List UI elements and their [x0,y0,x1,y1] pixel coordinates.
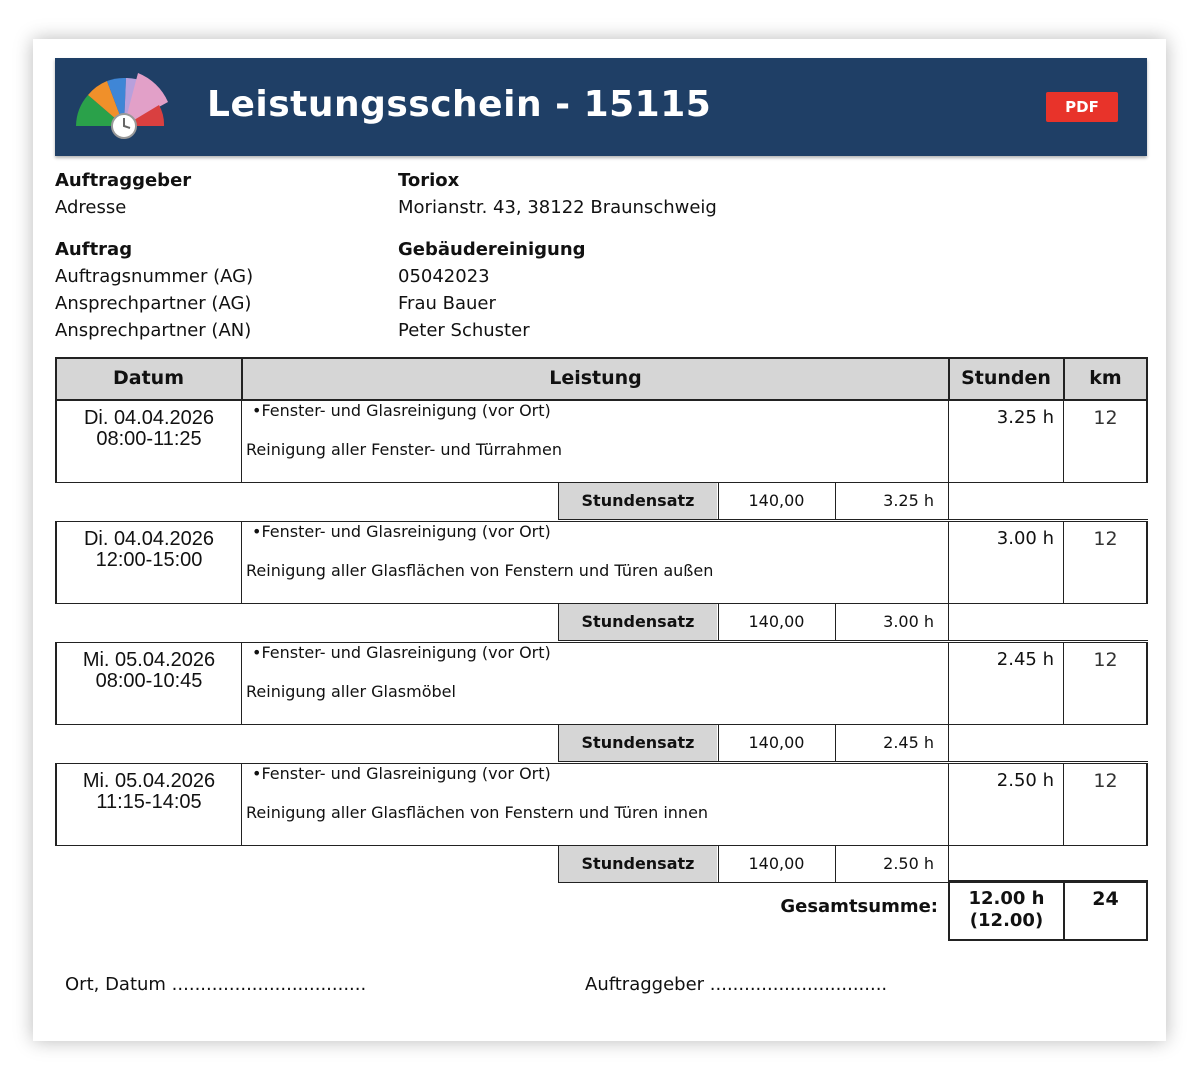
table-border [55,642,1148,643]
table-border [1146,357,1148,401]
table-border [558,519,1148,520]
table-border [55,763,1148,764]
table-border [55,357,1148,359]
client-value: Toriox [398,170,460,191]
entry-time: 08:00-11:25 [96,428,202,450]
rate-hours: 3.25 h [883,491,934,510]
table-border [948,400,949,483]
table-border [1063,521,1064,604]
table-border [55,357,57,401]
total-label: Gesamtsumme: [780,896,938,917]
table-border [558,845,559,883]
table-border [718,724,719,762]
header-leistung: Leistung [243,358,948,399]
table-border [241,521,242,604]
header-stunden: Stunden [949,358,1063,399]
table-border [835,845,836,883]
document-header [55,58,1147,156]
total-km: 24 [1092,888,1119,910]
table-border [241,763,242,846]
address-value: Morianstr. 43, 38122 Braunschweig [398,197,717,218]
table-border [241,642,242,725]
rate-value: 140,00 [748,491,805,510]
table-border [948,880,1148,882]
entry-time: 12:00-15:00 [95,549,203,571]
contact-an-label: Ansprechpartner (AN) [55,320,252,341]
rate-value: 140,00 [748,612,805,631]
rate-label: Stundensatz [559,846,717,882]
table-border [948,763,949,846]
entry-description: Reinigung aller Fenster- und Türrahmen [246,440,562,459]
table-border [948,603,949,641]
table-border [1063,357,1065,401]
table-border [948,642,949,725]
order-number-label: Auftragsnummer (AG) [55,266,254,287]
client-label: Auftraggeber [55,170,192,191]
entry-time: 11:15-14:05 [96,791,202,813]
entry-time: 08:00-10:45 [95,670,203,692]
entry-km: 12 [1093,770,1118,792]
header-km: km [1064,358,1147,399]
table-border [1063,763,1064,846]
table-border [558,882,1148,883]
table-border [948,521,949,604]
order-number-value: 05042023 [398,266,490,287]
entry-description: Reinigung aller Glasmöbel [246,682,456,701]
table-border [1063,642,1064,725]
total-hours-value: 12.00 h [968,888,1045,909]
rate-label: Stundensatz [559,483,717,519]
table-border [241,400,242,483]
page-title: Leistungsschein - 15115 [207,84,712,125]
table-border [1146,763,1148,846]
table-border [835,724,836,762]
table-border [1146,642,1148,725]
entry-service: •Fenster- und Glasreinigung (vor Ort) [252,764,551,783]
entry-km: 12 [1093,407,1118,429]
table-border [1146,521,1148,604]
entry-hours: 3.25 h [996,407,1054,428]
address-label: Adresse [55,197,127,218]
table-border [835,603,836,641]
rate-hours: 3.00 h [883,612,934,631]
rate-hours: 2.50 h [883,854,934,873]
contact-ag-label: Ansprechpartner (AG) [55,293,252,314]
rate-hours: 2.45 h [883,733,934,752]
table-border [718,845,719,883]
entry-service: •Fenster- und Glasreinigung (vor Ort) [252,401,551,420]
signature-client: Auftraggeber ............................... [585,974,888,995]
rate-label: Stundensatz [559,725,717,761]
table-border [558,761,1148,762]
entry-km: 12 [1093,528,1118,550]
entry-description: Reinigung aller Glasflächen von Fenstern und Türen innen [246,803,709,822]
gauge-clock-logo-icon [75,72,173,146]
entry-description: Reinigung aller Glasflächen von Fenstern und Türen außen [246,561,714,580]
table-border [558,640,1148,641]
order-label: Auftrag [55,239,133,260]
table-border [1063,400,1064,483]
entry-km: 12 [1093,649,1118,671]
table-border [55,521,1148,522]
table-border [948,724,949,762]
header-datum: Datum [55,358,242,399]
table-border [558,603,559,641]
table-border [948,845,949,883]
entry-service: •Fenster- und Glasreinigung (vor Ort) [252,522,551,541]
entry-date: Mi. 05.04.2026 [82,770,216,792]
entry-hours: 2.45 h [996,649,1054,670]
contact-an-value: Peter Schuster [398,320,530,341]
entry-date: Di. 04.04.2026 [83,528,215,550]
table-border [1146,400,1148,483]
contact-ag-value: Frau Bauer [398,293,496,314]
rate-label: Stundensatz [559,604,717,640]
entry-hours: 2.50 h [996,770,1054,791]
table-border [55,399,1148,401]
entry-date: Mi. 05.04.2026 [82,649,216,671]
total-hours [949,888,1064,932]
table-border [948,357,950,401]
rate-value: 140,00 [748,854,805,873]
table-border [835,482,836,520]
table-border [558,482,559,520]
table-border [718,603,719,641]
table-border [948,482,949,520]
entry-date: Di. 04.04.2026 [83,407,215,429]
order-value: Gebäudereinigung [398,239,586,260]
rate-value: 140,00 [748,733,805,752]
entry-service: •Fenster- und Glasreinigung (vor Ort) [252,643,551,662]
signature-place-date: Ort, Datum .................................. [65,974,367,995]
table-border [948,939,1148,941]
table-border [718,482,719,520]
total-hours-paren: (12.00) [969,910,1044,931]
pdf-button[interactable]: PDF [1046,92,1118,122]
table-border [241,357,243,401]
entry-hours: 3.00 h [996,528,1054,549]
table-border [558,724,559,762]
